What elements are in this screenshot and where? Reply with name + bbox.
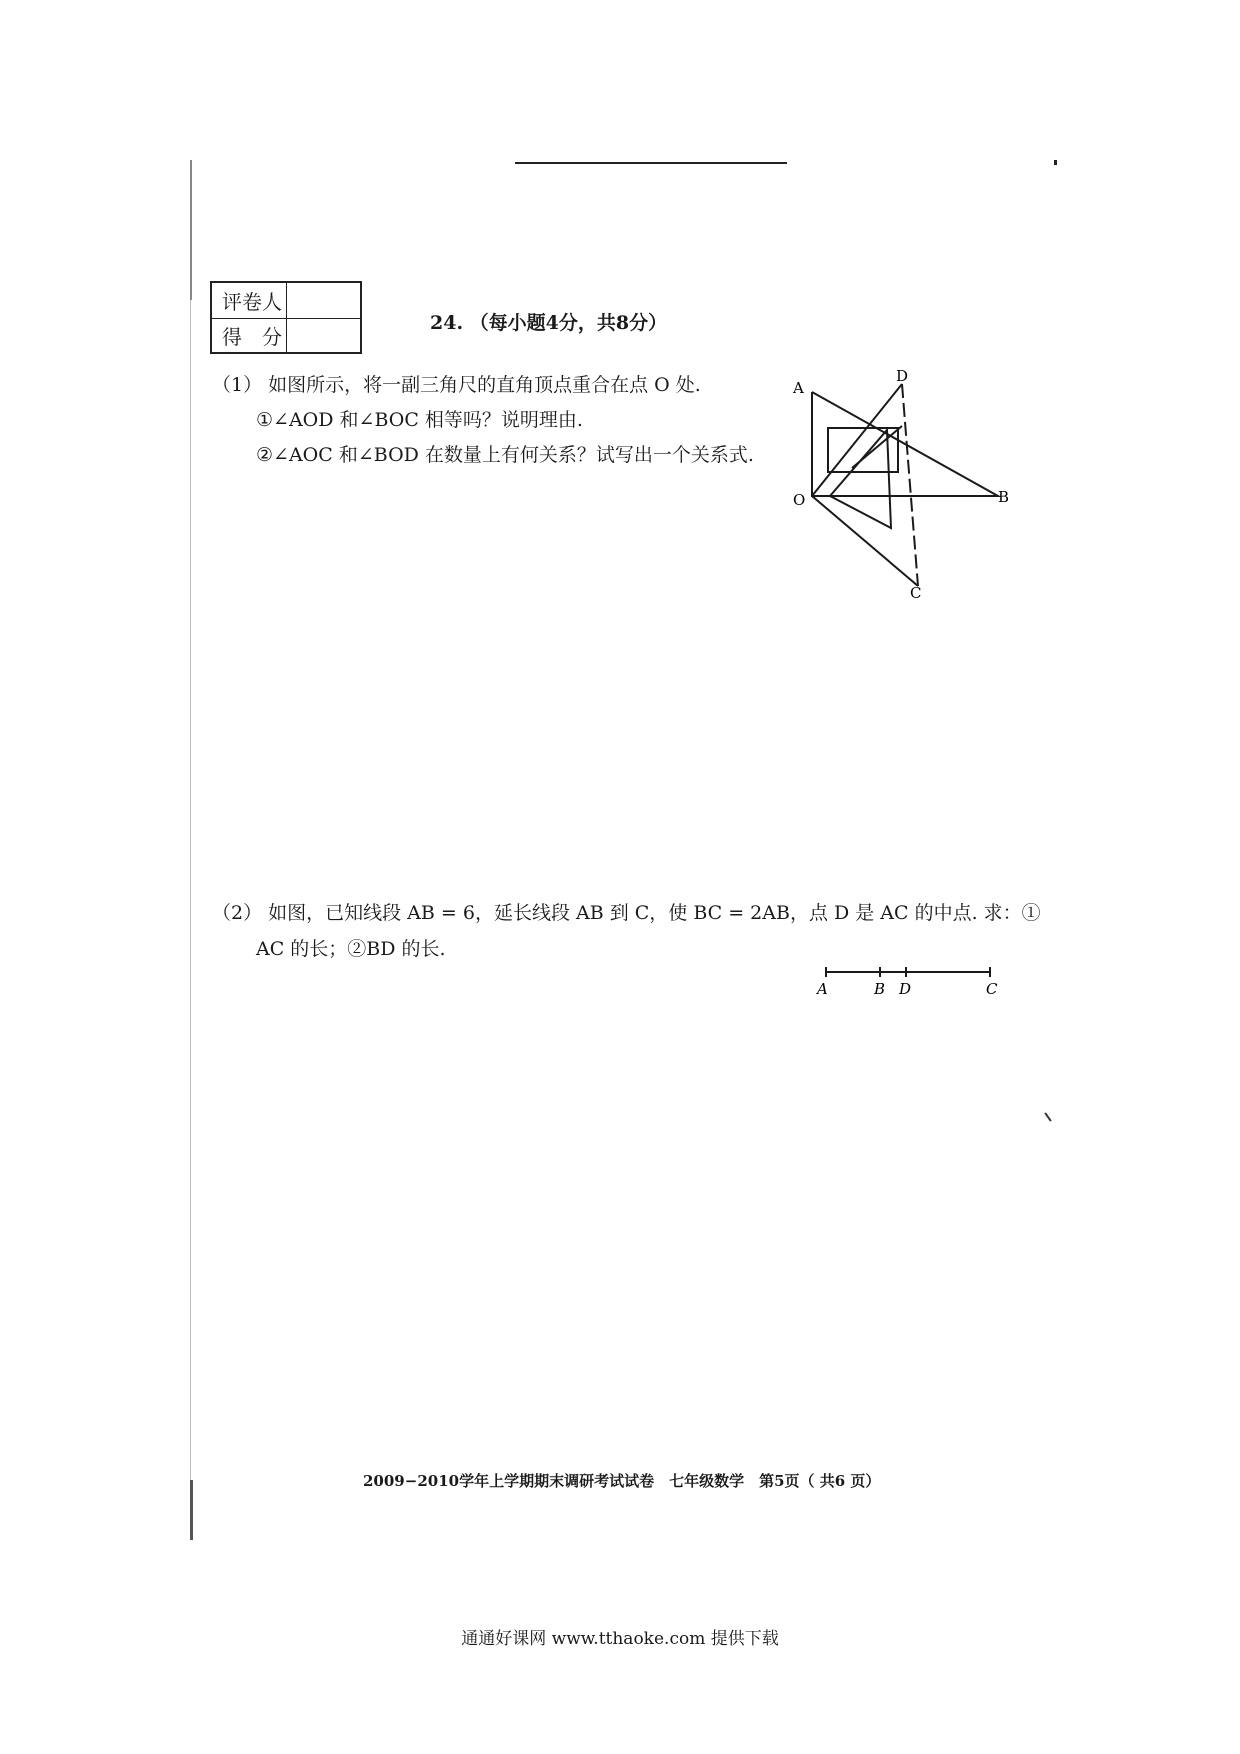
- ray-inner: [852, 426, 902, 468]
- triangle-aob: [812, 392, 998, 496]
- grader-cell: [287, 283, 360, 318]
- top-rule: [515, 162, 787, 164]
- segment-figure: [810, 960, 1010, 1004]
- label-a: A: [793, 379, 804, 397]
- score-label: 得 分: [212, 319, 287, 354]
- triangle-rulers-figure: [790, 368, 1010, 598]
- scan-edge-line: [190, 1480, 193, 1540]
- scan-mark: [1044, 1112, 1051, 1121]
- grader-row: [212, 283, 360, 318]
- part2-prompt: （2） 如图，已知线段 AB = 6，延长线段 AB 到 C，使 BC = 2AB，点 D 是 AC 的中点. 求：①: [212, 902, 1041, 924]
- label-o: O: [793, 491, 806, 509]
- question-title: 24. （每小题4分，共8分）: [430, 312, 668, 334]
- part1-item2: ②∠AOC 和∠BOD 在数量上有何关系？试写出一个关系式.: [256, 444, 754, 466]
- label-c: C: [910, 584, 922, 598]
- label-d: D: [899, 980, 912, 998]
- label-d: D: [896, 368, 909, 385]
- segment-dc: [902, 384, 918, 586]
- grader-score-table: [210, 281, 362, 354]
- part2-prompt-cont: AC 的长；②BD 的长.: [256, 938, 446, 960]
- triangle-inner-cutout: [830, 430, 891, 528]
- scan-edge-line: [190, 160, 192, 300]
- label-b: B: [874, 980, 886, 998]
- score-cell: [287, 319, 360, 354]
- grader-label: 评卷人: [212, 283, 287, 318]
- exam-page-footer: 2009−2010学年上学期期末调研考试试卷 七年级数学 第5页（ 共6 页）: [363, 1472, 881, 1490]
- scan-mark: [1054, 160, 1057, 165]
- label-c: C: [986, 980, 998, 998]
- site-credit: 通通好课网 www.tthaoke.com 提供下载: [461, 1629, 779, 1649]
- label-a: A: [817, 980, 828, 998]
- ray-oc: [812, 496, 918, 586]
- part1-item1: ①∠AOD 和∠BOC 相等吗？说明理由.: [256, 409, 583, 431]
- part1-prompt: （1） 如图所示，将一副三角尺的直角顶点重合在点 O 处.: [212, 374, 701, 396]
- score-row: [212, 318, 360, 354]
- scan-edge-line: [190, 300, 191, 1540]
- label-b: B: [998, 488, 1010, 506]
